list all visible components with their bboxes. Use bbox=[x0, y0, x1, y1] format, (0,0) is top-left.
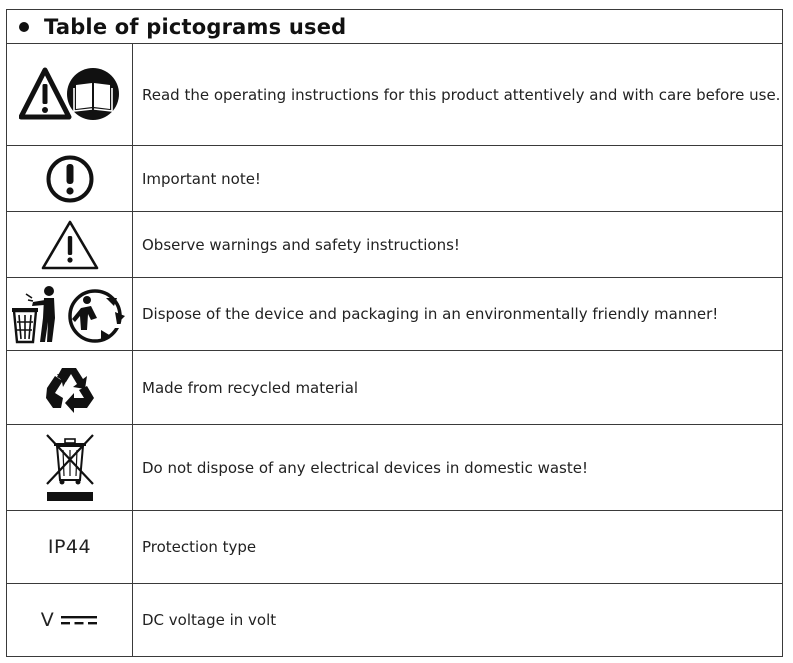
row-description: Read the operating instructions for this product attentively and with care before use. bbox=[142, 85, 781, 104]
volt-symbol: V bbox=[40, 609, 55, 631]
recycle-icon bbox=[43, 362, 97, 414]
row-description: DC voltage in volt bbox=[142, 611, 277, 629]
pictogram-table bbox=[6, 9, 783, 657]
icon-cell bbox=[7, 351, 133, 424]
row-description: Important note! bbox=[142, 169, 261, 188]
table-row bbox=[7, 351, 782, 425]
table-row bbox=[7, 584, 782, 656]
table-row bbox=[7, 511, 782, 584]
table-header bbox=[7, 10, 782, 44]
row-description: Protection type bbox=[142, 538, 257, 556]
warning-and-manual-icon bbox=[19, 67, 121, 123]
row-description: Observe warnings and safety instructions! bbox=[142, 235, 460, 254]
crossed-bin-icon bbox=[42, 432, 98, 504]
important-note-icon bbox=[45, 154, 95, 204]
icon-cell bbox=[7, 584, 133, 656]
icon-cell bbox=[7, 146, 133, 211]
row-description: Dispose of the device and packaging in an environmentally friendly manner! bbox=[142, 305, 719, 323]
table-title: Table of pictograms used bbox=[44, 15, 347, 39]
table-row bbox=[7, 278, 782, 351]
bullet-icon bbox=[19, 22, 29, 32]
dc-symbol-icon bbox=[60, 614, 98, 626]
icon-cell bbox=[7, 44, 133, 145]
row-description: Do not dispose of any electrical devices in domestic waste! bbox=[142, 458, 588, 477]
warning-triangle-icon bbox=[40, 219, 100, 271]
table-row bbox=[7, 146, 782, 212]
table-row bbox=[7, 212, 782, 278]
row-description: Made from recycled material bbox=[142, 378, 359, 397]
icon-cell bbox=[7, 425, 133, 510]
dispose-environment-icon bbox=[11, 284, 129, 344]
table-row bbox=[7, 44, 782, 146]
ip44-icon: IP44 bbox=[47, 536, 92, 558]
dc-voltage-icon bbox=[41, 609, 99, 631]
icon-cell bbox=[7, 511, 133, 583]
icon-cell bbox=[7, 212, 133, 277]
table-row bbox=[7, 425, 782, 511]
icon-cell bbox=[7, 278, 133, 350]
